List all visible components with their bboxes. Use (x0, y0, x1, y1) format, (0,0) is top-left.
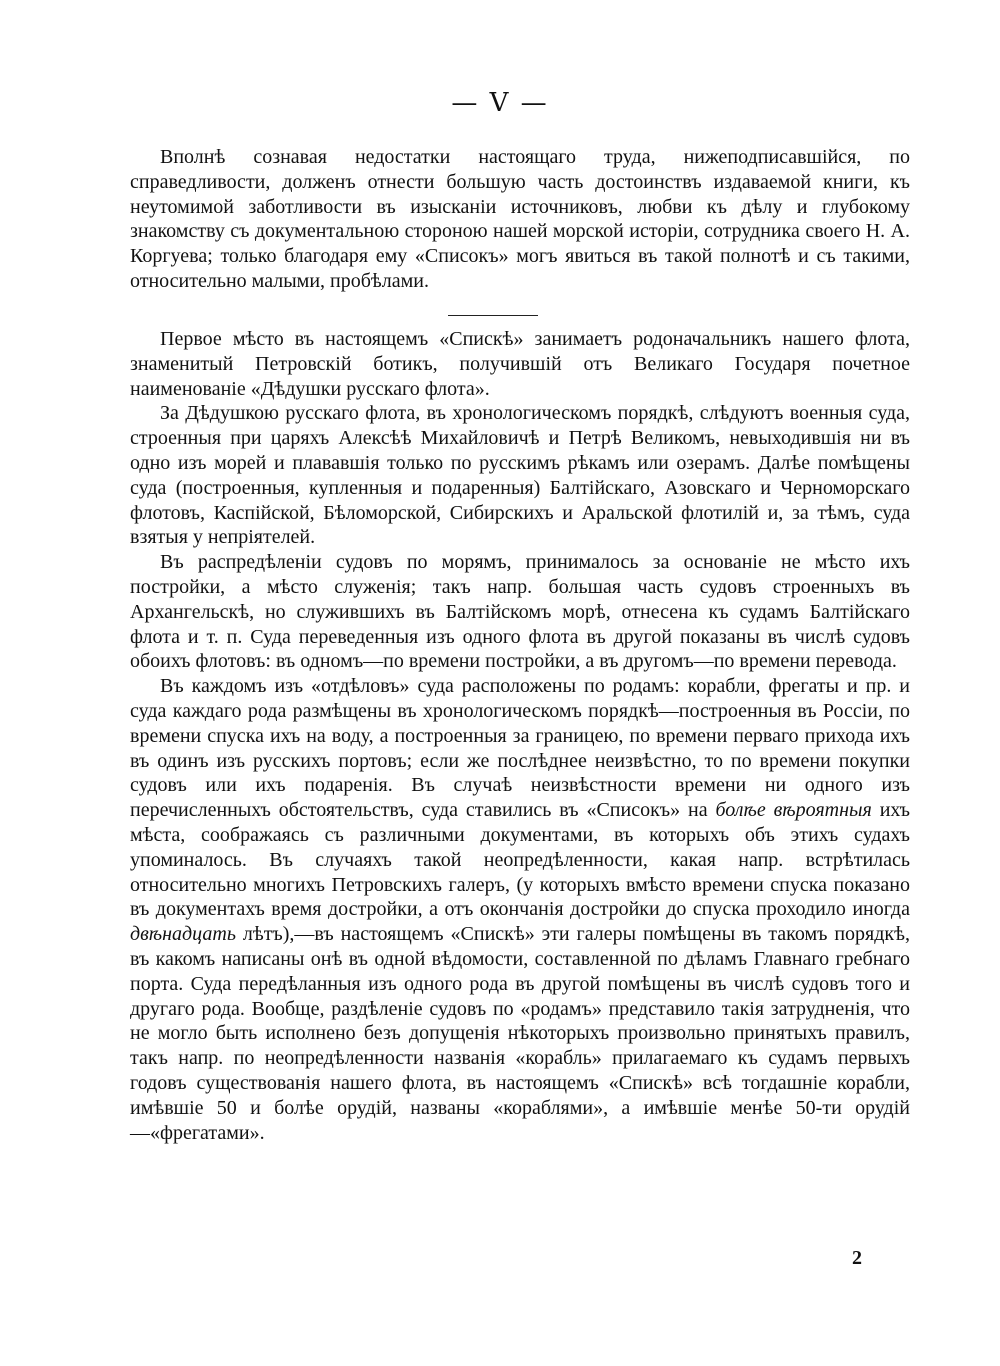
page-number: 2 (852, 1247, 862, 1269)
paragraph-ship-types (130, 674, 910, 1145)
paragraph-chronology (130, 401, 910, 550)
text-run: Въ каждомъ изъ «отдѣловъ» суда расположены по родамъ: корабли, фрегаты и пр. и суда каждаго рода размѣщены въ хронологическомъ порядкѣ—построенныя въ Россіи, по времени спуска ихъ на воду, а построенныя за границею, по времени перваго прихода ихъ въ одинъ изъ русскихъ портовъ; если же послѣднее неизвѣстно, то по времени покупки судовъ или ихъ подаренія. Въ случаѣ неизвѣстности времени ни одного изъ перечисленныхъ обстоятельствъ, суда ставились въ «Списокъ» на (130, 675, 910, 822)
text-run: Въ распредѣленіи судовъ по морямъ, принималось за основаніе не мѣсто ихъ постройки, а мѣсто служенія; такъ напр. большая часть судовъ строенныхъ въ Архангельскѣ, но служившихъ въ Балтійскомъ морѣ, отнесена къ судамъ Балтійскаго флота и т. п. Суда переведенныя изъ одного флота въ другой показаны въ числѣ судовъ обоихъ флотовъ: въ одномъ—по времени постройки, а въ другомъ—по времени перевода. (130, 551, 910, 673)
emphasis-text: болѣе вѣроятныя (715, 799, 872, 822)
section-divider (448, 315, 538, 316)
text-run: Первое мѣсто въ настоящемъ «Спискѣ» занимаетъ родоначальникъ нашего флота, знаменитый Петровскій ботикъ, получившій отъ Великаго Государя почетное наименованіе «Дѣдушки русскаго флота». (130, 328, 910, 400)
text-run: За Дѣдушкою русскаго флота, въ хронологическомъ порядкѣ, слѣдуютъ военныя суда, строенныя при царяхъ Алексѣѣ Михайловичѣ и Петрѣ Великомъ, невыходившія ни въ одно изъ морей и плававшія только по русскимъ рѣкамъ или озерамъ. Далѣе помѣщены суда (построенныя, купленныя и подаренныя) Балтійскаго, Азовскаго и Черноморскаго флотовъ, Каспійской, Бѣломорской, Сибирскихъ и Аральской флотилій и, за тѣмъ, суда взятыя у непріятелей. (130, 402, 910, 549)
paragraph-first-place (130, 327, 910, 401)
acknowledgement-section (130, 145, 910, 294)
emphasis-text: двѣнадцать (130, 923, 236, 946)
main-text-section (130, 327, 910, 1145)
text-run: ихъ мѣста, соображаясь съ различными документами, въ которыхъ объ этихъ судахъ упоминалось. Въ случаяхъ такой неопредѣленности, какая напр. встрѣтилась относительно многихъ Петровскихъ галеръ, (у которыхъ вмѣсто времени спуска показано въ документахъ время достройки, а отъ окончанія достройки до спуска проходило иногда (130, 799, 910, 921)
text-run: Вполнѣ сознавая недостатки настоящаго труда, нижеподписавшійся, по справедливости, долженъ отнести большую часть достоинствъ издаваемой книги, къ неутомимой заботливости въ изысканіи источниковъ, любви къ дѣлу и глубокому знакомству съ документальною стороною нашей морской исторіи, сотрудника своего Н. А. Коргуева; только благодаря ему «Списокъ» могъ явиться въ такой полнотѣ и съ такими, относительно малыми, пробѣлами. (130, 146, 910, 292)
paragraph-distribution (130, 550, 910, 674)
text-run: лѣтъ),—въ настоящемъ «Спискѣ» эти галеры помѣщены въ такомъ порядкѣ, въ какомъ написаны онѣ въ одной вѣдомости, составленной по дѣламъ Главнаго гребнаго порта. Суда передѣланныя изъ одного рода въ другой помѣщены въ числѣ судовъ того и другаго рода. Вообще, раздѣленіе судовъ по «родамъ» представило такія затрудненія, что не могло быть исполнено безъ допущенія нѣкоторыхъ произвольно принятыхъ правилъ, такъ напр. по неопредѣленности названія «корабль» прилагаемаго къ судамъ первыхъ годовъ существованія нашего флота, въ настоящемъ «Спискѣ» всѣ тогдашніе корабли, имѣвшіе 50 и болѣе орудій, названы «кораблями», а имѣвшіе менѣе 50-ти орудій—«фрегатами». (130, 923, 910, 1144)
paragraph-acknowledgement (130, 145, 910, 294)
page-roman-numeral: — V — (451, 88, 549, 118)
page-header (0, 88, 1000, 118)
